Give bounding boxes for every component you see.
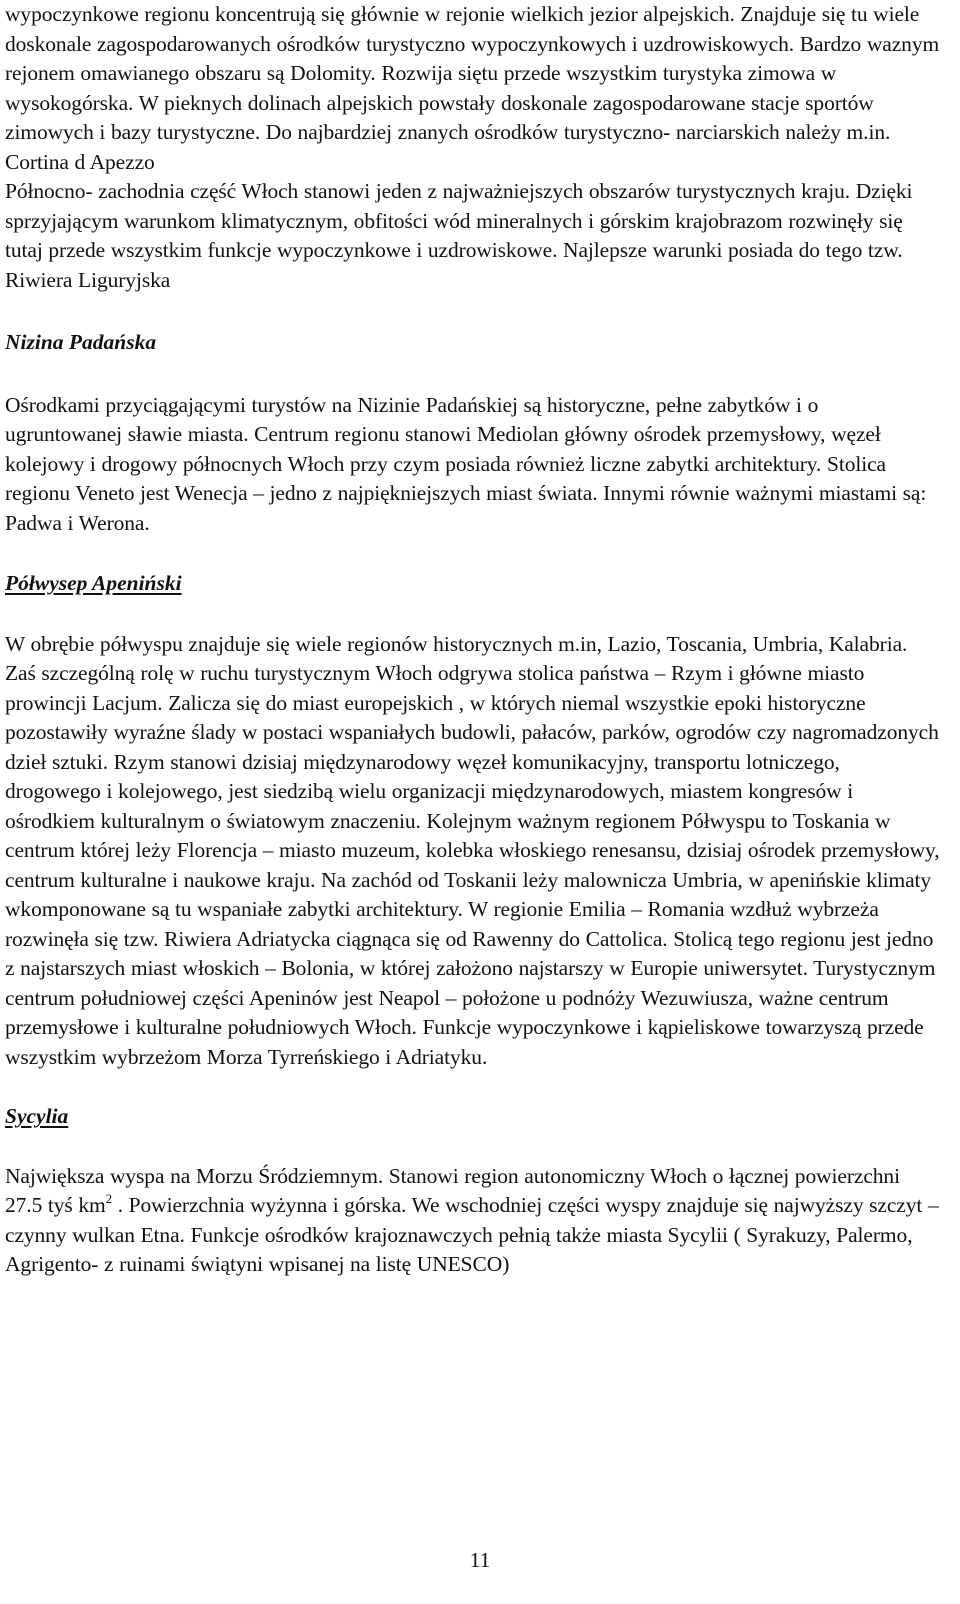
intro-paragraph-2: Północno- zachodnia część Włoch stanowi jeden z najważniejszych obszarów turystycznych kraju. Dzięki sprzyjającym warunkom klimatycznym, obfitości wód mineralnych i górskim krajobrazom rozwinęły się tutaj przede wszystkim funkcje wypoczynkowe i uzdrowiskowe. Najlepsze warunki posiada do tego tzw. Riwiera Liguryjska bbox=[5, 179, 913, 292]
section-text-sycylia bbox=[5, 1162, 940, 1280]
spacer bbox=[5, 358, 940, 391]
page-number: 11 bbox=[469, 1548, 491, 1572]
spacer bbox=[5, 538, 940, 569]
spacer bbox=[5, 599, 940, 630]
section-heading-sycylia: Sycylia bbox=[5, 1104, 69, 1128]
spacer bbox=[5, 295, 940, 328]
intro-paragraph-1: wypoczynkowe regionu koncentrują się głównie w rejonie wielkich jezior alpejskich. Znajduje się tu wiele doskonale zagospodarowanych ośrodków turystyczno wypoczynkowych i uzdrowiskowych. Bardzo waznym rejonem omawianego obszaru są Dolomity. Rozwija siętu przede wszystkim turystyka zimowa w wysokogórska. W pieknych dolinach alpejskich powstały doskonale zagospodarowane stacje sportów zimowych i bazy turystyczne. Do najbardziej znanych ośrodków turystyczno- narciarskich należy m.in. Cortina d Apezzo bbox=[5, 2, 940, 174]
section-heading-nizina: Nizina Padańska bbox=[5, 330, 157, 354]
section-text-nizina: Ośrodkami przyciągającymi turystów na Nizinie Padańskiej są historyczne, pełne zabytków i o ugruntowanej sławie miasta. Centrum regionu stanowi Mediolan główny ośrodek przemysłowy, węzeł kolejowy i drogowy północnych Włoch przy czym posiada również liczne zabytki architektury. Stolica regionu Veneto jest Wenecja – jedno z najpiękniejszych miast świata. Innymi równie ważnymi miastami są: Padwa i Werona. bbox=[5, 392, 927, 535]
sycylia-text-end: . Powierzchnia wyżynna i górska. We wschodniej części wyspy znajduje się najwyższy szczyt – czynny wulkan Etna. Funkcje ośrodków krajoznawczych pełnią także miasta Sycylii ( Syrakuzy, Palermo, Agrigento- z ruinami świątyni wpisanej na listę UNESCO) bbox=[5, 1193, 939, 1276]
sycylia-text-start: Największa wyspa na Morzu Śródziemnym. Stanowi region autonomiczny Włoch o łącznej powierzchni 27.5 tyś km bbox=[5, 1163, 900, 1217]
spacer bbox=[5, 1132, 940, 1162]
spacer bbox=[5, 1072, 940, 1102]
section-text-polwysep: W obrębie półwyspu znajduje się wiele regionów historycznych m.in, Lazio, Toscania, Umbria, Kalabria. Zaś szczególną rolę w ruchu turystycznym Włoch odgrywa stolica państwa – Rzym i główne miasto prowincji Lacjum. Zalicza się do miast europejskich , w których niemal wszystkie epoki historyczne pozostawiły wyraźne ślady w postaci wspaniałych budowli, pałaców, parków, ogrodów czy nagromadzonych dzieł sztuki. Rzym stanowi dzisiaj międzynarodowy węzeł komunikacyjny, transportu lotniczego, drogowego i kolejowego, jest siedzibą wielu organizacji międzynarodowych, miastem kongresów i ośrodkiem kulturalnym o światowym znaczeniu. Kolejnym ważnym regionem Półwyspu to Toskania w centrum której leży Florencja – miasto muzeum, kolebka włoskiego renesansu, dzisiaj ośrodek przemysłowy, centrum kulturalne i naukowe kraju. Na zachód od Toskanii leży malownicza Umbria, w apenińskie klimaty wkomponowane są tu wspaniałe zabytki architektury. W regionie Emilia – Romania wzdłuż wybrzeża rozwinęła się tzw. Riwiera Adriatycka ciągnąca się od Rawenny do Cattolica. Stolicą tego regionu jest jedno z najstarszych miast włoskich – Bolonia, w której założono najstarszy w Europie uniwersytet. Turystycznym centrum południowej części Apeninów jest Neapol – położone u podnóży Wezuwiusza, ważne centrum przemysłowe i kulturalne południowych Włoch. Funkcje wypoczynkowe i kąpieliskowe towarzyszą przede wszystkim wybrzeżom Morza Tyrreńskiego i Adriatyku. bbox=[5, 631, 940, 1069]
superscript-two: 2 bbox=[105, 1191, 113, 1206]
document-page bbox=[5, 0, 940, 1280]
section-heading-polwysep: Półwysep Apeniński bbox=[5, 571, 182, 595]
